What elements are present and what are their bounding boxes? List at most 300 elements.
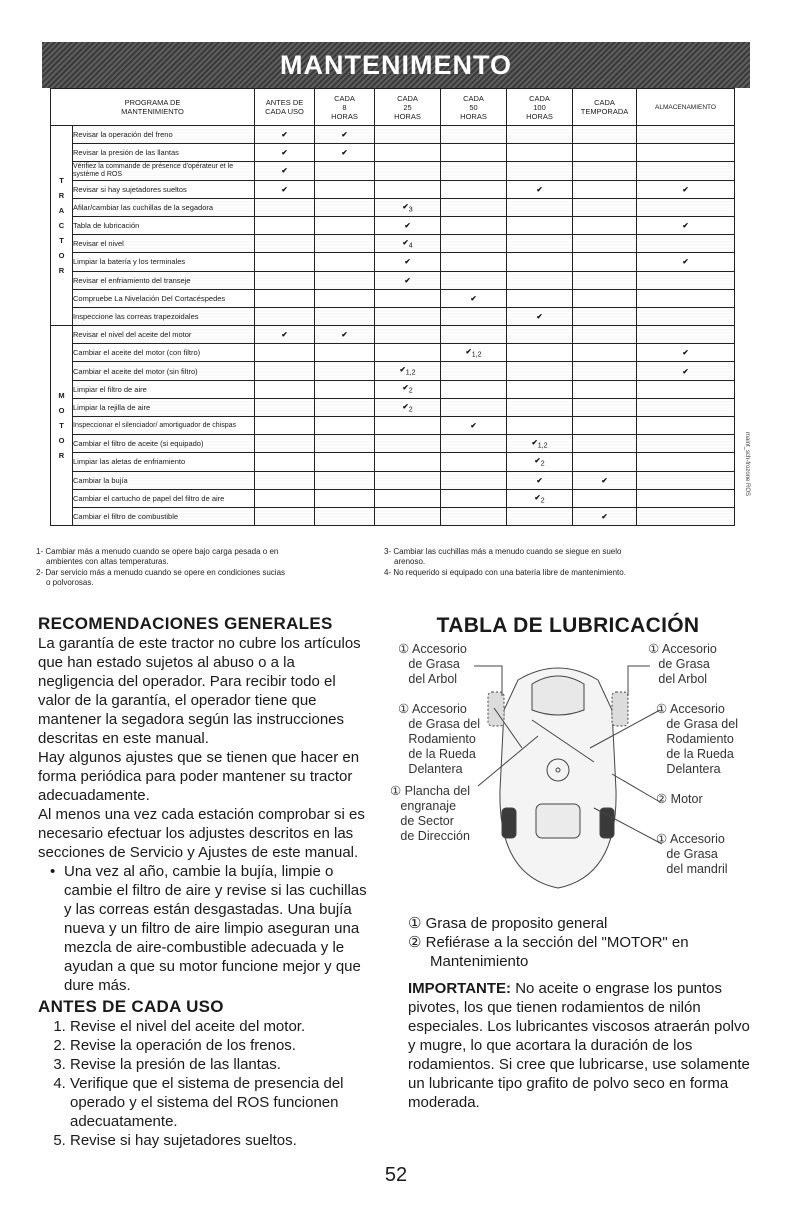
group-letter: M (58, 391, 65, 401)
schedule-table (50, 88, 735, 526)
diagram-label-line: Rodamiento (398, 732, 476, 746)
footnote-1 (36, 547, 278, 567)
empty-cell (573, 271, 637, 289)
table-row (51, 435, 735, 453)
empty-cell (315, 162, 375, 180)
footnote-2-line2: o polvorosas. (46, 578, 94, 587)
empty-cell (315, 507, 375, 525)
right-column (390, 614, 758, 1112)
empty-cell (315, 198, 375, 216)
col-header-line: CADA (594, 98, 615, 107)
empty-cell (255, 398, 315, 416)
empty-cell (507, 344, 573, 362)
empty-cell (507, 216, 573, 234)
empty-cell (507, 398, 573, 416)
empty-cell (507, 380, 573, 398)
empty-cell (441, 362, 507, 380)
empty-cell (637, 489, 735, 507)
check-mark-cell (375, 271, 441, 289)
diagram-label-line: ① Accesorio (648, 642, 717, 656)
check-icon: ✔ (281, 148, 288, 158)
check-icon: ✔ (682, 366, 689, 376)
empty-cell (573, 344, 637, 362)
diagram-label-line: de Grasa (398, 657, 460, 671)
diagram-label-line: del mandril (656, 862, 728, 876)
empty-cell (315, 398, 375, 416)
footnote-ref: 2 (408, 387, 413, 395)
table-row (51, 344, 735, 362)
col-header-line: CADA (397, 93, 418, 103)
empty-cell (441, 380, 507, 398)
before-use-item: 3. Revise la presión de las llantas. (70, 1055, 368, 1074)
diagram-label-line: de Grasa del (656, 717, 738, 731)
footnote-2-line1: 2- Dar servicio más a menudo cuando se opere en condiciones sucias (36, 568, 286, 577)
task-cell: Limpiar la rejilla de aire (73, 398, 255, 416)
empty-cell (375, 344, 441, 362)
check-icon: ✔ (402, 237, 409, 247)
empty-cell (637, 144, 735, 162)
check-icon: ✔ (601, 475, 608, 485)
lubrication-legend (398, 914, 758, 1112)
check-icon: ✔ (682, 257, 689, 267)
check-icon: ✔ (281, 330, 288, 340)
check-mark-cell (315, 326, 375, 344)
task-cell: Cambiar el aceite del motor (con filtro) (73, 344, 255, 362)
check-mark-cell (255, 162, 315, 180)
check-icon: ✔ (402, 201, 409, 211)
empty-cell (637, 507, 735, 525)
check-mark-cell (315, 144, 375, 162)
col-header-25h (375, 89, 441, 126)
empty-cell (637, 398, 735, 416)
empty-cell (441, 235, 507, 253)
diagram-label-line: de la Rueda (398, 747, 476, 761)
table-row (51, 144, 735, 162)
empty-cell (315, 289, 375, 307)
empty-cell (375, 326, 441, 344)
check-icon: ✔ (402, 383, 409, 393)
check-mark-cell (441, 289, 507, 307)
check-icon: ✔ (682, 221, 689, 231)
empty-cell (375, 489, 441, 507)
check-mark-cell (441, 344, 507, 362)
empty-cell (315, 471, 375, 489)
footnote-ref: 4 (408, 242, 413, 250)
group-letter: R (58, 266, 65, 276)
lubrication-diagram (390, 640, 758, 908)
check-mark-cell (507, 307, 573, 325)
task-cell: Compruebe La Nivelación Del Cortacéspedes (73, 289, 255, 307)
footnote-2 (36, 568, 285, 588)
col-header-line: HORAS (331, 111, 358, 121)
task-cell: Cambiar el aceite del motor (sin filtro) (73, 362, 255, 380)
check-icon: ✔ (682, 348, 689, 358)
empty-cell (637, 307, 735, 325)
empty-cell (441, 507, 507, 525)
task-cell: Cambiar el filtro de aceite (si equipado) (73, 435, 255, 453)
program-header-line1: PROGRAMA DE (124, 98, 181, 107)
footnote-ref: 2 (408, 406, 413, 414)
task-cell: Limpiar el filtro de aire (73, 380, 255, 398)
group-letter: O (58, 406, 65, 416)
check-mark-cell (375, 216, 441, 234)
diagram-label-line: ① Accesorio (656, 702, 725, 716)
task-cell: Revisar si hay sujetadores sueltos (73, 180, 255, 198)
table-row (51, 162, 735, 180)
col-header-50h (441, 89, 507, 126)
check-icon: ✔ (601, 512, 608, 522)
check-mark-cell (507, 471, 573, 489)
label-top-left-grease (398, 642, 467, 687)
diagram-label-line: de la Rueda (656, 747, 734, 761)
group-letter: C (58, 221, 65, 231)
check-mark-cell (637, 253, 735, 271)
check-icon: ✔ (341, 148, 348, 158)
check-mark-cell (441, 417, 507, 435)
empty-cell (315, 235, 375, 253)
tractor-group-label (51, 126, 73, 326)
table-row (51, 453, 735, 471)
empty-cell (637, 417, 735, 435)
empty-cell (573, 435, 637, 453)
col-header-almacenamiento (637, 89, 735, 126)
label-steering-plate (390, 784, 470, 844)
empty-cell (573, 380, 637, 398)
empty-cell (255, 307, 315, 325)
col-header-line: 8 (342, 102, 347, 112)
table-row (51, 235, 735, 253)
empty-cell (255, 435, 315, 453)
check-mark-cell (637, 216, 735, 234)
check-icon: ✔ (465, 347, 472, 357)
important-text: No aceite o engrase los puntos pivotes, los que tienen rodamientos de nilón especiales. Los lubricantes viscosos atraerán polvo y mugre, lo que acortara la duración de los rodamientos. Si cree que lubricarse, use solamente un lubricante tipo grafito de polvo seco en forma moderada. (408, 980, 750, 1111)
group-letter: R (58, 191, 65, 201)
label-top-left-line (398, 642, 467, 687)
empty-cell (507, 253, 573, 271)
empty-cell (441, 216, 507, 234)
table-row (51, 271, 735, 289)
footnote-3-line1: 3- Cambiar las cuchillas más a menudo cuando se siegue en suelo (384, 547, 622, 556)
check-mark-cell (507, 180, 573, 198)
check-icon: ✔ (470, 421, 477, 431)
empty-cell (441, 326, 507, 344)
col-header-line: TEMPORADA (580, 107, 629, 116)
recommendation-bullet: • Una vez al año, cambie la bujía, limpie o cambie el filtro de aire y revise si las cuchillas y las correas están desgastadas. Una bujía nueva y un filtro de aire limpio aseguran una mezcla de aire-combustible adecuada y le ayudan a que su motor funcione mejor y que dure más. (64, 862, 368, 995)
table-row (51, 362, 735, 380)
empty-cell (255, 216, 315, 234)
col-header-line: HORAS (460, 111, 487, 121)
task-cell: Inspeccione las correas trapezoidales (73, 307, 255, 325)
task-cell: Revisar el nivel (73, 235, 255, 253)
recommendations-paragraph-1: La garantía de este tractor no cubre los artículos que han estado sujetos al abuso o a la negligencia del operador. Para recibir todo el valor de la garantía, el operador tiene que mantener la segadora según las instrucciones descritas en este manual. (38, 635, 361, 747)
empty-cell (573, 398, 637, 416)
empty-cell (637, 435, 735, 453)
empty-cell (441, 489, 507, 507)
empty-cell (375, 435, 441, 453)
motor-group-label (51, 326, 73, 526)
check-icon: ✔ (534, 492, 541, 502)
legend-motor-ref-2: Mantenimiento (430, 953, 529, 970)
empty-cell (255, 235, 315, 253)
check-mark-cell (315, 126, 375, 144)
empty-cell (573, 180, 637, 198)
empty-cell (441, 435, 507, 453)
label-mid-left-line (398, 702, 480, 777)
footnote-ref: 3 (408, 206, 413, 214)
empty-cell (375, 507, 441, 525)
check-icon: ✔ (281, 184, 288, 194)
empty-cell (315, 380, 375, 398)
empty-cell (573, 126, 637, 144)
empty-cell (637, 380, 735, 398)
group-letter: T (59, 176, 64, 186)
col-header-line: ALMACENAMIENTO (655, 103, 716, 111)
empty-cell (315, 417, 375, 435)
empty-cell (255, 198, 315, 216)
empty-cell (255, 271, 315, 289)
table-row (51, 198, 735, 216)
diagram-label-line: de Dirección (390, 829, 470, 843)
check-mark-cell (375, 398, 441, 416)
check-mark-cell (637, 344, 735, 362)
diagram-label-line: de Grasa (656, 847, 718, 861)
group-letter: A (58, 206, 65, 216)
task-cell: Revisar la presión de las llantas (73, 144, 255, 162)
empty-cell (255, 380, 315, 398)
empty-cell (375, 471, 441, 489)
group-letter: O (58, 436, 65, 446)
empty-cell (375, 453, 441, 471)
before-use-item: 2. Revise la operación de los frenos. (70, 1036, 368, 1055)
empty-cell (375, 307, 441, 325)
check-icon: ✔ (399, 365, 406, 375)
col-header-line: CADA (463, 93, 484, 103)
side-note: maint_sch-frozone ROS (744, 432, 750, 497)
check-icon: ✔ (682, 184, 689, 194)
table-row (51, 380, 735, 398)
col-header-line: HORAS (394, 111, 421, 121)
empty-cell (573, 198, 637, 216)
check-icon: ✔ (536, 184, 543, 194)
diagram-label-line: ① Plancha del (390, 784, 471, 798)
empty-cell (375, 289, 441, 307)
check-mark-cell (255, 126, 315, 144)
task-cell: Cambiar la bujía (73, 471, 255, 489)
empty-cell (637, 198, 735, 216)
empty-cell (315, 453, 375, 471)
footnote-ref: 1,2 (537, 442, 548, 450)
empty-cell (255, 507, 315, 525)
check-icon: ✔ (534, 456, 541, 466)
page-number: 52 (384, 1164, 408, 1186)
empty-cell (441, 307, 507, 325)
table-row (51, 180, 735, 198)
recommendations-paragraph-3: Al menos una vez cada estación comprobar si es necesario efectuar los adjustes descritos en las secciones de Servicio y Ajustes de este manual. (38, 806, 365, 861)
diagram-label-line: del Arbol (648, 672, 708, 686)
empty-cell (315, 180, 375, 198)
check-mark-cell (573, 507, 637, 525)
diagram-label-line: ① Accesorio (398, 702, 467, 716)
check-mark-cell (573, 471, 637, 489)
before-use-item: 1. Revise el nivel del aceite del motor. (70, 1017, 368, 1036)
group-letter: T (59, 236, 64, 246)
table-row (51, 326, 735, 344)
check-mark-cell (637, 180, 735, 198)
footnote-ref: 1,2 (405, 369, 416, 377)
empty-cell (315, 344, 375, 362)
empty-cell (255, 253, 315, 271)
empty-cell (315, 253, 375, 271)
empty-cell (573, 216, 637, 234)
before-use-list (38, 1017, 368, 1150)
check-mark-cell (375, 362, 441, 380)
check-mark-cell (255, 180, 315, 198)
empty-cell (507, 507, 573, 525)
empty-cell (573, 326, 637, 344)
group-letter: O (58, 251, 65, 261)
empty-cell (375, 417, 441, 435)
empty-cell (507, 144, 573, 162)
empty-cell (573, 289, 637, 307)
empty-cell (573, 362, 637, 380)
table-header-row (51, 89, 735, 126)
check-mark-cell (507, 435, 573, 453)
legend-motor-ref: ② Refiérase a la sección del "MOTOR" en (408, 934, 689, 951)
task-cell: Cambiar el filtro de combustible (73, 507, 255, 525)
check-icon: ✔ (536, 475, 543, 485)
task-cell: Revisar el nivel del aceite del motor (73, 326, 255, 344)
check-mark-cell (375, 253, 441, 271)
footnote-3-line2: arenoso. (394, 557, 426, 566)
task-cell: Tabla de lubricación (73, 216, 255, 234)
footnote-ref: 2 (540, 460, 545, 468)
empty-cell (573, 453, 637, 471)
empty-cell (255, 289, 315, 307)
empty-cell (441, 471, 507, 489)
check-icon: ✔ (404, 221, 411, 231)
empty-cell (507, 417, 573, 435)
col-header-line: HORAS (526, 111, 553, 121)
diagram-label-line: Delantera (398, 762, 463, 776)
before-use-item: 4. Verifique que el sistema de presencia del operado y el sistema del ROS funcionen adecuatamente. (70, 1074, 368, 1131)
table-row (51, 471, 735, 489)
check-icon: ✔ (536, 311, 543, 321)
table-row (51, 307, 735, 325)
col-header-antes (255, 89, 315, 126)
task-cell: Limpiar las aletas de enfriamiento (73, 453, 255, 471)
empty-cell (255, 417, 315, 435)
check-mark-cell (255, 326, 315, 344)
important-note (408, 979, 758, 1112)
empty-cell (573, 162, 637, 180)
empty-cell (255, 362, 315, 380)
check-mark-cell (637, 362, 735, 380)
left-column (38, 614, 368, 1150)
footnote-1-line2: ambientes con altas temperaturas. (46, 557, 169, 566)
label-mid-left-grease (398, 702, 480, 777)
check-mark-cell (375, 198, 441, 216)
diagram-label-line: de Grasa del (398, 717, 480, 731)
empty-cell (507, 198, 573, 216)
footnote-4: 4- No requerido si equipado con una batería libre de mantenimiento. (384, 568, 626, 577)
empty-cell (315, 435, 375, 453)
empty-cell (637, 289, 735, 307)
recommendations-list (38, 862, 368, 995)
diagram-label-line: Delantera (656, 762, 721, 776)
empty-cell (637, 453, 735, 471)
empty-cell (315, 271, 375, 289)
footnote-1-line1: 1- Cambiar más a menudo cuando se opere bajo carga pesada o en (36, 547, 279, 556)
important-label: IMPORTANTE: (408, 980, 512, 997)
task-cell: Revisar el enfriamiento del transeje (73, 271, 255, 289)
table-row (51, 253, 735, 271)
diagram-label-line: de Sector (390, 814, 454, 828)
check-icon: ✔ (341, 330, 348, 340)
empty-cell (441, 253, 507, 271)
banner-title: MANTENIMENTO (280, 49, 512, 80)
empty-cell (507, 289, 573, 307)
empty-cell (573, 489, 637, 507)
group-letter: T (59, 421, 64, 431)
col-header-line: CADA (529, 93, 550, 103)
check-icon: ✔ (341, 130, 348, 140)
legend-general-grease: ① Grasa de proposito general (408, 915, 608, 932)
label-motor: ② Motor (656, 792, 703, 806)
before-use-item: 5. Revise si hay sujetadores sueltos. (70, 1131, 368, 1150)
empty-cell (255, 471, 315, 489)
empty-cell (507, 326, 573, 344)
empty-cell (637, 326, 735, 344)
empty-cell (637, 162, 735, 180)
check-icon: ✔ (281, 130, 288, 140)
empty-cell (375, 144, 441, 162)
empty-cell (255, 453, 315, 471)
label-bottom-left-line (390, 784, 470, 844)
table-row (51, 126, 735, 144)
check-mark-cell (375, 380, 441, 398)
empty-cell (637, 235, 735, 253)
empty-cell (441, 198, 507, 216)
maintenance-schedule-table (50, 88, 734, 526)
empty-cell (507, 362, 573, 380)
col-header-line: ANTES DE (265, 98, 304, 107)
empty-cell (507, 162, 573, 180)
empty-cell (375, 180, 441, 198)
table-row (51, 417, 735, 435)
table-row (51, 507, 735, 525)
diagram-label-line: de Grasa (648, 657, 710, 671)
task-cell: Limpiar la batería y los terminales (73, 253, 255, 271)
footnote-ref: 2 (540, 497, 545, 505)
title-banner (42, 42, 750, 88)
empty-cell (637, 271, 735, 289)
label-spindle-grease (656, 832, 728, 877)
empty-cell (441, 271, 507, 289)
empty-cell (573, 144, 637, 162)
table-row (51, 398, 735, 416)
empty-cell (507, 271, 573, 289)
table-row (51, 289, 735, 307)
col-header-8h (315, 89, 375, 126)
empty-cell (441, 126, 507, 144)
col-header-line: CADA USO (265, 107, 304, 116)
empty-cell (441, 144, 507, 162)
col-header-100h (507, 89, 573, 126)
empty-cell (573, 235, 637, 253)
empty-cell (375, 162, 441, 180)
lubrication-title: TABLA DE LUBRICACIÓN (436, 614, 700, 637)
recommendations-paragraph-2: Hay algunos ajustes que se tienen que hacer en forma periódica para poder mantener su tractor adecuadamente. (38, 749, 360, 804)
